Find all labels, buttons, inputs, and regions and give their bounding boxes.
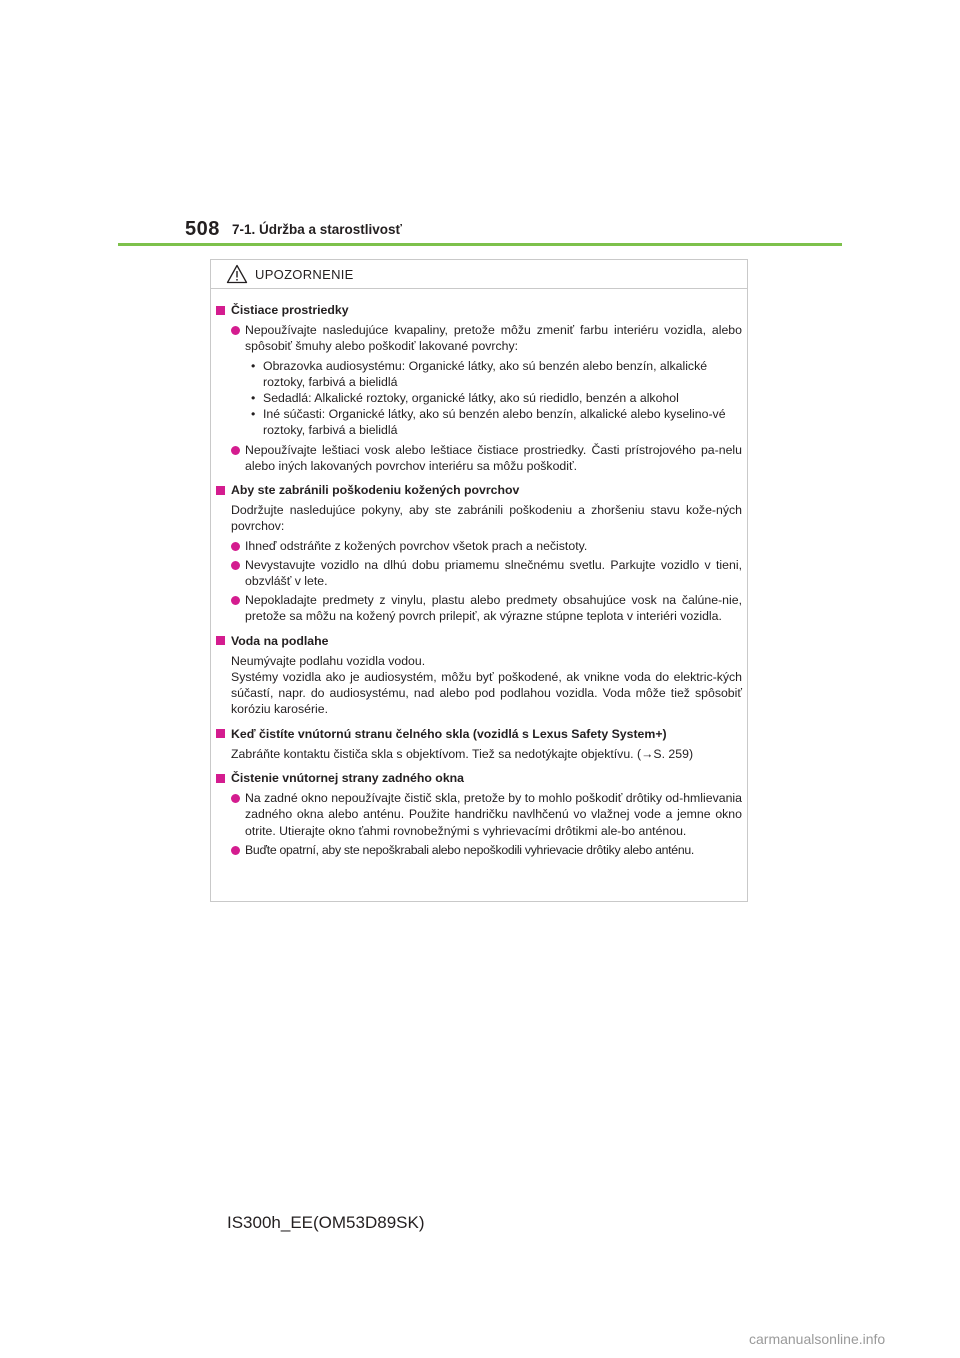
sub-list-item: • Sedadlá: Alkalické roztoky, organické látky, ako sú riedidlo, benzén a alkohol <box>251 391 679 406</box>
section-heading: Čistiace prostriedky <box>216 302 742 318</box>
dot-bullet-icon <box>231 446 240 455</box>
dot-bullet-icon <box>231 561 240 570</box>
list-item: Nevystavujte vozidlo na dlhú dobu priamemu slnečnému svetlu. Parkujte vozidlo v tieni, obzvlášť v lete. <box>216 557 742 589</box>
warning-box <box>210 259 748 902</box>
list-item: Ihneď odstráňte z kožených povrchov všetok prach a nečistoty. <box>216 538 742 554</box>
section-heading: Voda na podlahe <box>216 633 742 649</box>
paragraph: Neumývajte podlahu vozidla vodou. <box>231 653 426 668</box>
paragraph: Dodržujte nasledujúce pokyny, aby ste zabránili poškodeniu a zhoršeniu stavu kože-ných povrchov: <box>231 503 742 534</box>
page-number: 508 <box>185 218 220 240</box>
list-item: Nepoužívajte leštiaci vosk alebo leštiace čistiace prostriedky. Časti prístrojového pa-nelu alebo iných lakovaných povrchov interiéru sa môžu poškodiť. <box>216 442 742 474</box>
section-title: 7-1. Údržba a starostlivosť <box>232 222 403 237</box>
square-bullet-icon <box>216 306 225 315</box>
footer-model-code: IS300h_EE(OM53D89SK) <box>227 1213 425 1232</box>
section-heading: Čistenie vnútornej strany zadného okna <box>216 770 742 786</box>
list-item: Na zadné okno nepoužívajte čistič skla, pretože by to mohlo poškodiť drôtiky od-hmlievania zadného okna alebo anténu. Použite handričku navlhčenú vo vlažnej vode a jemne okno otrite. Utierajte okno ťahmi rovnobežnými s vyhrievacími drôtikmi ale-bo anténou. <box>216 790 742 839</box>
list-item: Nepoužívajte nasledujúce kvapaliny, pretože môžu zmeniť farbu interiéru vozidla, alebo spôsobiť šmuhy alebo poškodiť lakované povrchy: <box>216 322 742 354</box>
warning-header <box>211 260 747 289</box>
paragraph: Zabráňte kontaktu čističa skla s objektívom. Tiež sa nedotýkajte objektívu. (→S. 259) <box>231 746 694 761</box>
watermark: carmanualsonline.info <box>749 1331 886 1347</box>
dot-bullet-icon <box>231 794 240 803</box>
sub-list-item: • Obrazovka audiosystému: Organické látky, ako sú benzén alebo benzín, alkalické roztoky, farbivá a bielidlá <box>251 358 708 389</box>
section-heading: Keď čistíte vnútornú stranu čelného skla (vozidlá s Lexus Safety System+) <box>216 726 742 742</box>
dot-bullet-icon <box>231 846 240 855</box>
dot-bullet-icon <box>231 542 240 551</box>
square-bullet-icon <box>216 486 225 495</box>
square-bullet-icon <box>216 774 225 783</box>
warning-triangle-icon <box>226 264 248 284</box>
paragraph: Systémy vozidla ako je audiosystém, môžu byť poškodené, ak vnikne voda do elektric-kých súčastí, napr. do audiosystému, nad alebo pod podlahou vozidla. Voda môže tiež spôsobiť koróziu karosérie. <box>231 670 742 717</box>
header-rule <box>118 243 842 246</box>
dot-bullet-icon <box>231 326 240 335</box>
warning-body <box>211 289 747 858</box>
square-bullet-icon <box>216 636 225 645</box>
warning-title: UPOZORNENIE <box>255 266 354 282</box>
sub-list-item: • Iné súčasti: Organické látky, ako sú benzén alebo benzín, alkalické alebo kyselino-vé roztoky, farbivá a bielidlá <box>251 407 726 438</box>
dot-bullet-icon <box>231 596 240 605</box>
section-heading: Aby ste zabránili poškodeniu kožených povrchov <box>216 482 742 498</box>
square-bullet-icon <box>216 729 225 738</box>
list-item: Buďte opatrní, aby ste nepoškrabali alebo nepoškodili vyhrievacie drôtiky alebo anténu. <box>216 842 742 858</box>
list-item: Nepokladajte predmety z vinylu, plastu alebo predmety obsahujúce vosk na čalúne-nie, pretože sa môžu na kožený povrch prilepiť, ak výrazne stúpne teplota v interiéri vozidla. <box>216 592 742 624</box>
